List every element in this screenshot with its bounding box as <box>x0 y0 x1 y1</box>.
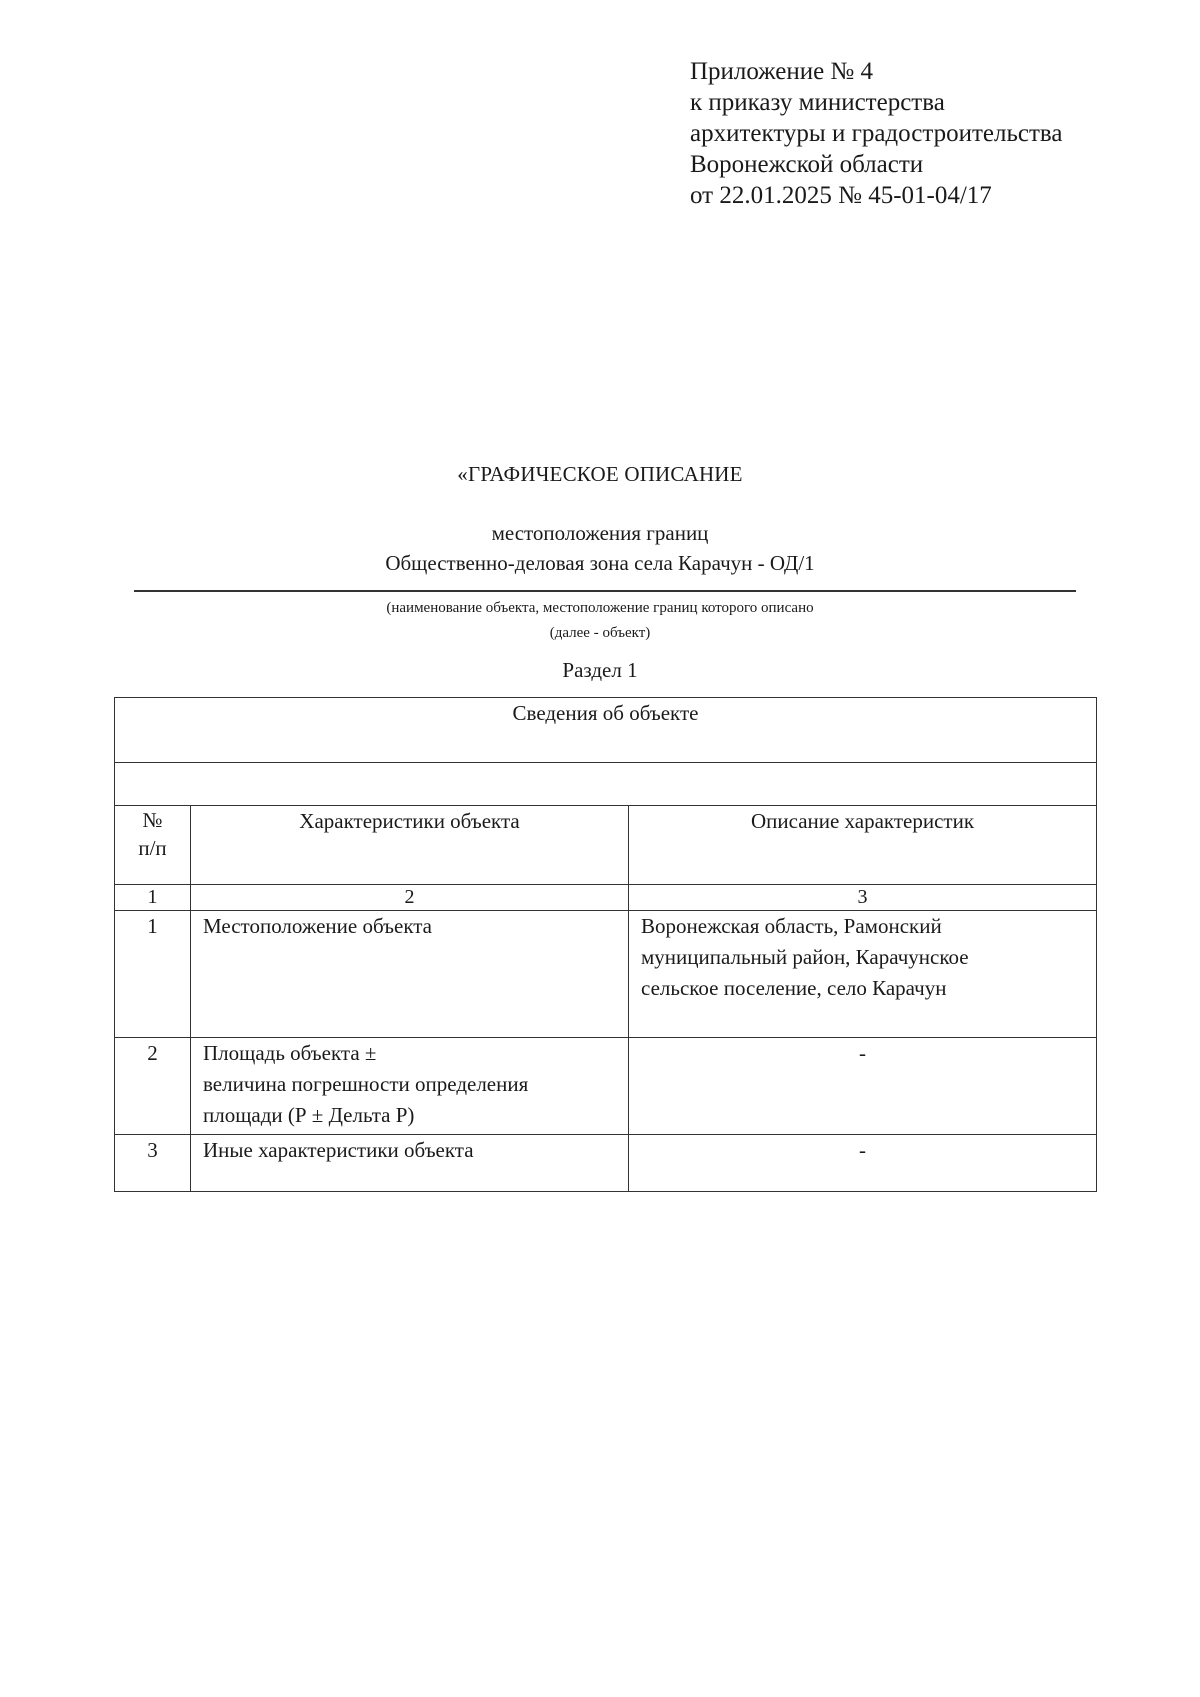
cell-line: Площадь объекта ± <box>203 1041 377 1065</box>
approval-line: архитектуры и градостроительства <box>690 120 1063 147</box>
row-number: 3 <box>115 1135 191 1192</box>
characteristic-cell <box>191 1135 629 1192</box>
row-number: 2 <box>115 1038 191 1135</box>
empty-cell <box>115 763 1097 806</box>
column-index: 1 <box>115 885 191 911</box>
table-row <box>115 911 1097 1038</box>
description-cell: - <box>629 1038 1097 1135</box>
cell-line: величина погрешности определения <box>203 1072 529 1096</box>
description-column-header: Описание характеристик <box>629 806 1097 885</box>
caption-line: (наименование объекта, местоположение границ которого описано <box>386 600 814 616</box>
cell-line: Воронежская область, Рамонский <box>641 914 942 938</box>
description-cell <box>629 911 1097 1038</box>
caption-line: (далее - объект) <box>549 625 651 641</box>
characteristic-cell <box>191 911 629 1038</box>
cell-line: сельское поселение, село Карачун <box>641 976 947 1000</box>
name-underline <box>134 590 1076 592</box>
number-column-header <box>115 806 191 885</box>
name-caption <box>0 596 1200 646</box>
cell-line: площади (Р ± Дельта Р) <box>203 1103 415 1127</box>
row-number: 1 <box>115 911 191 1038</box>
description-cell: - <box>629 1135 1097 1192</box>
number-header-line: п/п <box>138 836 167 860</box>
table-header: Сведения об объекте <box>115 698 1097 763</box>
document-subtitle <box>0 518 1200 578</box>
number-header-line: № <box>142 808 163 832</box>
object-info-table <box>114 697 1097 1192</box>
table-header-row <box>115 698 1097 763</box>
object-name: Общественно-деловая зона села Карачун - ОД/1 <box>385 551 815 575</box>
column-index-row <box>115 885 1097 911</box>
document-title: «ГРАФИЧЕСКОЕ ОПИСАНИЕ <box>457 462 743 486</box>
approval-line: от 22.01.2025 № 45-01-04/17 <box>690 182 992 209</box>
table-row <box>115 1038 1097 1135</box>
approval-line: к приказу министерства <box>690 89 945 116</box>
characteristic-column-header: Характеристики объекта <box>191 806 629 885</box>
table-empty-row <box>115 763 1097 806</box>
table-row <box>115 1135 1097 1192</box>
section-label: Раздел 1 <box>562 658 638 682</box>
cell-line: Местоположение объекта <box>203 914 433 938</box>
column-header-row <box>115 806 1097 885</box>
approval-line: Приложение № 4 <box>690 58 874 85</box>
cell-line: муниципальный район, Карачунское <box>641 945 969 969</box>
cell-line: Иные характеристики объекта <box>203 1138 474 1162</box>
column-index: 2 <box>191 885 629 911</box>
characteristic-cell <box>191 1038 629 1135</box>
column-index: 3 <box>629 885 1097 911</box>
approval-line: Воронежской области <box>690 151 924 178</box>
approval-block <box>690 56 1062 211</box>
subtitle-line: местоположения границ <box>491 521 709 545</box>
